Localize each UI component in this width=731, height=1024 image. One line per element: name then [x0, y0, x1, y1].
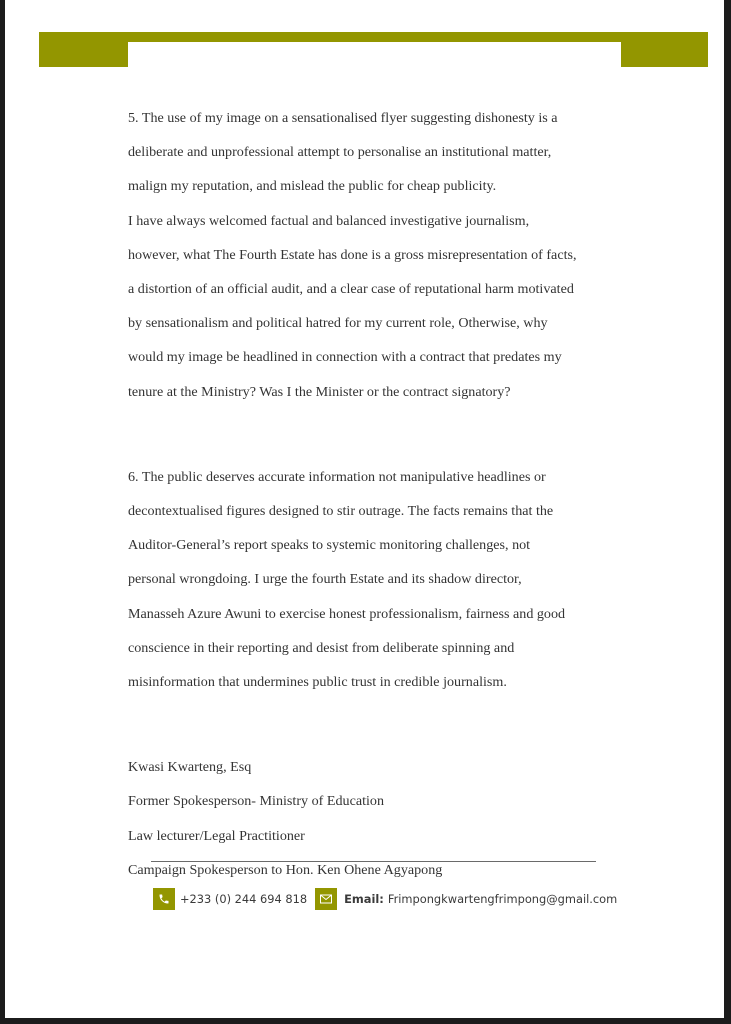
letterhead-bar	[39, 32, 708, 67]
paragraph-line: decontextualised figures designed to stir outrage. The facts remains that the	[128, 503, 554, 520]
paragraph-line: would my image be headlined in connection with a contract that predates my	[128, 349, 562, 366]
paragraph-line: 6. The public deserves accurate information not manipulative headlines or	[128, 468, 546, 485]
paragraph-line: Auditor-General’s report speaks to systemic monitoring challenges, not	[128, 537, 531, 554]
paragraph-line: by sensationalism and political hatred for my current role, Otherwise, why	[128, 315, 548, 332]
paragraph-line: 5. The use of my image on a sensationalised flyer suggesting dishonesty is a	[128, 110, 558, 127]
paragraph-6	[128, 452, 648, 708]
letter-page	[5, 0, 724, 1018]
email-address[interactable]: Frimpongkwartengfrimpong@gmail.com	[387, 892, 618, 906]
signature-name: Kwasi Kwarteng, Esq	[128, 759, 252, 776]
paragraph-line: I have always welcomed factual and balanced investigative journalism,	[128, 212, 530, 229]
footer-contact	[153, 888, 617, 910]
envelope-icon	[315, 888, 337, 910]
paragraph-line: however, what The Fourth Estate has done is a gross misrepresentation of facts,	[128, 246, 577, 263]
paragraph-line: misinformation that undermines public trust in credible journalism.	[128, 674, 507, 690]
letterhead-notch	[128, 42, 621, 67]
paragraph-line: malign my reputation, and mislead the public for cheap publicity.	[128, 178, 497, 195]
letter-body	[128, 93, 648, 896]
paragraph-line: deliberate and unprofessional attempt to personalise an institutional matter,	[128, 144, 552, 161]
phone-number: +233 (0) 244 694 818	[180, 892, 308, 906]
paragraph-line: a distortion of an official audit, and a clear case of reputational harm motivated	[128, 281, 574, 298]
signature-title: Campaign Spokesperson to Hon. Ken Ohene Agyapong	[128, 861, 443, 878]
paragraph-line: Manasseh Azure Awuni to exercise honest professionalism, fairness and good	[128, 605, 566, 622]
paragraph-line: tenure at the Ministry? Was I the Minister or the contract signatory?	[128, 383, 511, 400]
paragraph-line: personal wrongdoing. I urge the fourth Estate and its shadow director,	[128, 571, 522, 588]
phone-icon	[153, 888, 175, 910]
signature-block	[128, 742, 648, 896]
paragraph-5	[128, 93, 648, 418]
paragraph-line: conscience in their reporting and desist from deliberate spinning and	[128, 639, 515, 656]
email-label: Email:	[344, 892, 384, 906]
footer-divider	[151, 861, 596, 862]
signature-title: Former Spokesperson- Ministry of Education	[128, 793, 384, 810]
signature-title: Law lecturer/Legal Practitioner	[128, 827, 305, 844]
